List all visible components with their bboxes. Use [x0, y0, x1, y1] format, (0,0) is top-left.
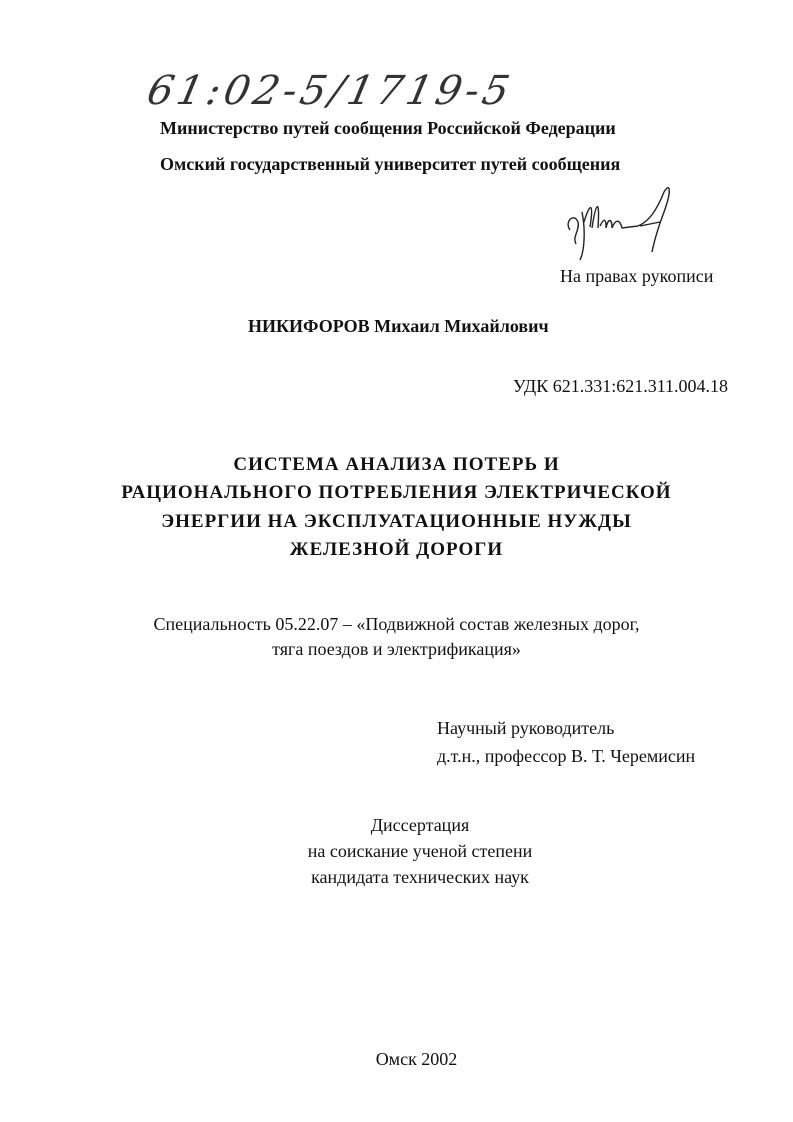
signature-image — [560, 182, 710, 262]
title-line: РАЦИОНАЛЬНОГО ПОТРЕБЛЕНИЯ ЭЛЕКТРИЧЕСКОЙ — [121, 482, 672, 503]
title-line: ЭНЕРГИИ НА ЭКСПЛУАТАЦИОННЫЕ НУЖДЫ — [161, 511, 632, 532]
university-name: Омский государственный университет путей сообщения — [160, 154, 621, 174]
dissertation-line: кандидата технических наук — [311, 867, 529, 887]
dissertation-line: Диссертация — [370, 815, 470, 835]
handwritten-archive-number: 61:02-5/1719-5 — [143, 68, 518, 114]
place-year: Омск 2002 — [375, 1049, 458, 1069]
ministry-name: Министерство путей сообщения Российской Федерации — [160, 118, 616, 138]
supervisor-label: Научный руководитель — [437, 718, 615, 738]
specialty-line: Специальность 05.22.07 – «Подвижной состав железных дорог, — [153, 614, 640, 634]
specialty-line: тяга поездов и электрификация» — [272, 639, 521, 659]
udc-code: УДК 621.331:621.311.004.18 — [513, 376, 729, 396]
supervisor-person: д.т.н., профессор В. Т. Черемисин — [437, 746, 696, 766]
author-surname: НИКИФОРОВ — [248, 316, 370, 336]
author-name — [248, 316, 549, 337]
title-line: ЖЕЛЕЗНОЙ ДОРОГИ — [289, 539, 504, 560]
manuscript-rights-note: На правах рукописи — [560, 266, 714, 286]
title-line: СИСТЕМА АНАЛИЗА ПОТЕРЬ И — [233, 454, 560, 475]
dissertation-line: на соискание ученой степени — [307, 841, 533, 861]
author-given-names: Михаил Михайлович — [374, 316, 549, 336]
